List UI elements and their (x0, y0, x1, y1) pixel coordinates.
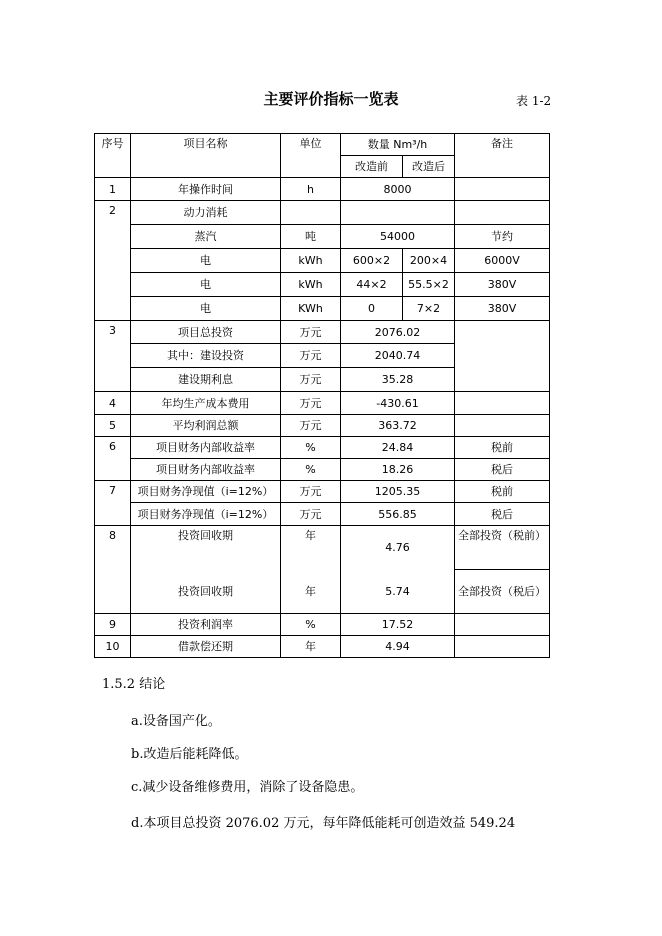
cell-seq: 9 (95, 614, 131, 636)
cell-value: 4.76 (341, 526, 455, 570)
cell-seq: 4 (95, 392, 131, 415)
table-title: 主要评价指标一览表 (263, 90, 399, 108)
cell-value: 556.85 (341, 503, 455, 526)
header-note: 备注 (455, 134, 550, 178)
cell-note: 税后 (455, 459, 550, 481)
cell-name: 投资利润率 (131, 614, 281, 636)
cell-value: 8000 (341, 178, 455, 201)
cell-name: 项目财务内部收益率 (131, 459, 281, 481)
cell-note (455, 321, 550, 392)
table-row (95, 415, 550, 437)
header-after: 改造后 (403, 156, 455, 178)
table-row (95, 178, 550, 201)
cell-unit: 吨 (281, 225, 341, 249)
cell-before: 600×2 (341, 249, 403, 273)
cell-before: 0 (341, 297, 403, 321)
cell-name: 项目财务净现值（i=12%） (131, 481, 281, 503)
cell-before: 44×2 (341, 273, 403, 297)
table-row (95, 437, 550, 459)
header-unit: 单位 (281, 134, 341, 178)
cell-unit: 万元 (281, 368, 341, 392)
cell-note: 380V (455, 273, 550, 297)
cell-name: 借款偿还期 (131, 636, 281, 658)
cell-after: 55.5×2 (403, 273, 455, 297)
cell-value: 35.28 (341, 368, 455, 392)
cell-seq: 1 (95, 178, 131, 201)
cell-note: 全部投资（税后） (455, 570, 550, 614)
cell-value: 17.52 (341, 614, 455, 636)
table-number: 表 1-2 (516, 94, 552, 108)
cell-name: 项目财务内部收益率 (131, 437, 281, 459)
cell-note: 6000V (455, 249, 550, 273)
cell-value: 54000 (341, 225, 455, 249)
cell-unit: 万元 (281, 321, 341, 344)
cell-note: 税前 (455, 437, 550, 459)
table-row (95, 249, 550, 273)
conclusion-item: d.本项目总投资 2076.02 万元，每年降低能耗可创造效益 549.24 (131, 816, 516, 831)
cell-value: 2040.74 (341, 344, 455, 368)
cell-note: 380V (455, 297, 550, 321)
cell-note: 全部投资（税前） (455, 526, 550, 570)
table-row (95, 459, 550, 481)
cell-name: 蒸汽 (131, 225, 281, 249)
cell-unit: % (281, 614, 341, 636)
cell-note (455, 178, 550, 201)
cell-unit: kWh (281, 273, 341, 297)
cell-unit (281, 201, 341, 225)
cell-seq: 3 (95, 321, 131, 392)
cell-seq: 2 (95, 201, 131, 321)
cell-unit: % (281, 437, 341, 459)
cell-name: 投资回收期 (131, 570, 281, 614)
cell-after: 7×2 (403, 297, 455, 321)
cell-unit: 万元 (281, 481, 341, 503)
cell-unit: 年 (281, 636, 341, 658)
conclusion-item: a.设备国产化。 (131, 714, 221, 729)
cell-seq: 5 (95, 415, 131, 437)
cell-note: 税后 (455, 503, 550, 526)
cell-note: 节约 (455, 225, 550, 249)
table-row (95, 273, 550, 297)
cell-name: 电 (131, 273, 281, 297)
conclusion-item: b.改造后能耗降低。 (131, 747, 248, 762)
cell-name: 平均利润总额 (131, 415, 281, 437)
table-row (95, 201, 550, 225)
cell-value: 5.74 (341, 570, 455, 614)
cell-note: 税前 (455, 481, 550, 503)
cell-unit: 年 (281, 526, 341, 570)
cell-value: 363.72 (341, 415, 455, 437)
cell-name: 建设期利息 (131, 368, 281, 392)
cell-unit: 万元 (281, 503, 341, 526)
cell-note (455, 415, 550, 437)
table-row (95, 570, 550, 614)
cell-value: 4.94 (341, 636, 455, 658)
indicator-table (94, 133, 550, 658)
cell-unit: 万元 (281, 392, 341, 415)
cell-name: 项目总投资 (131, 321, 281, 344)
header-qty: 数量 Nm³/h (341, 134, 455, 156)
cell-value: 2076.02 (341, 321, 455, 344)
cell-name: 项目财务净现值（i=12%） (131, 503, 281, 526)
table-row (95, 321, 550, 344)
cell-name: 投资回收期 (131, 526, 281, 570)
table-row (95, 225, 550, 249)
cell-value: 1205.35 (341, 481, 455, 503)
table-row (95, 526, 550, 570)
cell-value: 24.84 (341, 437, 455, 459)
table-row (95, 297, 550, 321)
cell-note (455, 201, 550, 225)
cell-name: 电 (131, 249, 281, 273)
cell-name: 年均生产成本费用 (131, 392, 281, 415)
cell-value (341, 201, 455, 225)
conclusion-item: c.减少设备维修费用，消除了设备隐患。 (131, 780, 364, 795)
cell-unit: 万元 (281, 415, 341, 437)
cell-unit: kWh (281, 249, 341, 273)
cell-value: -430.61 (341, 392, 455, 415)
cell-name: 其中：建设投资 (131, 344, 281, 368)
cell-note (455, 392, 550, 415)
table-row (95, 392, 550, 415)
table-header-row (95, 134, 550, 156)
cell-name: 电 (131, 297, 281, 321)
cell-seq: 6 (95, 437, 131, 481)
cell-note (455, 636, 550, 658)
cell-unit: 年 (281, 570, 341, 614)
section-heading: 1.5.2 结论 (102, 677, 166, 692)
table-row (95, 614, 550, 636)
header-seq: 序号 (95, 134, 131, 178)
cell-unit: % (281, 459, 341, 481)
cell-unit: h (281, 178, 341, 201)
table-row (95, 636, 550, 658)
cell-name: 年操作时间 (131, 178, 281, 201)
cell-after: 200×4 (403, 249, 455, 273)
cell-value: 18.26 (341, 459, 455, 481)
header-before: 改造前 (341, 156, 403, 178)
header-name: 项目名称 (131, 134, 281, 178)
cell-seq: 7 (95, 481, 131, 526)
cell-name: 动力消耗 (131, 201, 281, 225)
cell-unit: 万元 (281, 344, 341, 368)
table-row (95, 481, 550, 503)
cell-unit: KWh (281, 297, 341, 321)
cell-note (455, 614, 550, 636)
cell-seq: 10 (95, 636, 131, 658)
table-row (95, 503, 550, 526)
cell-seq: 8 (95, 526, 131, 614)
